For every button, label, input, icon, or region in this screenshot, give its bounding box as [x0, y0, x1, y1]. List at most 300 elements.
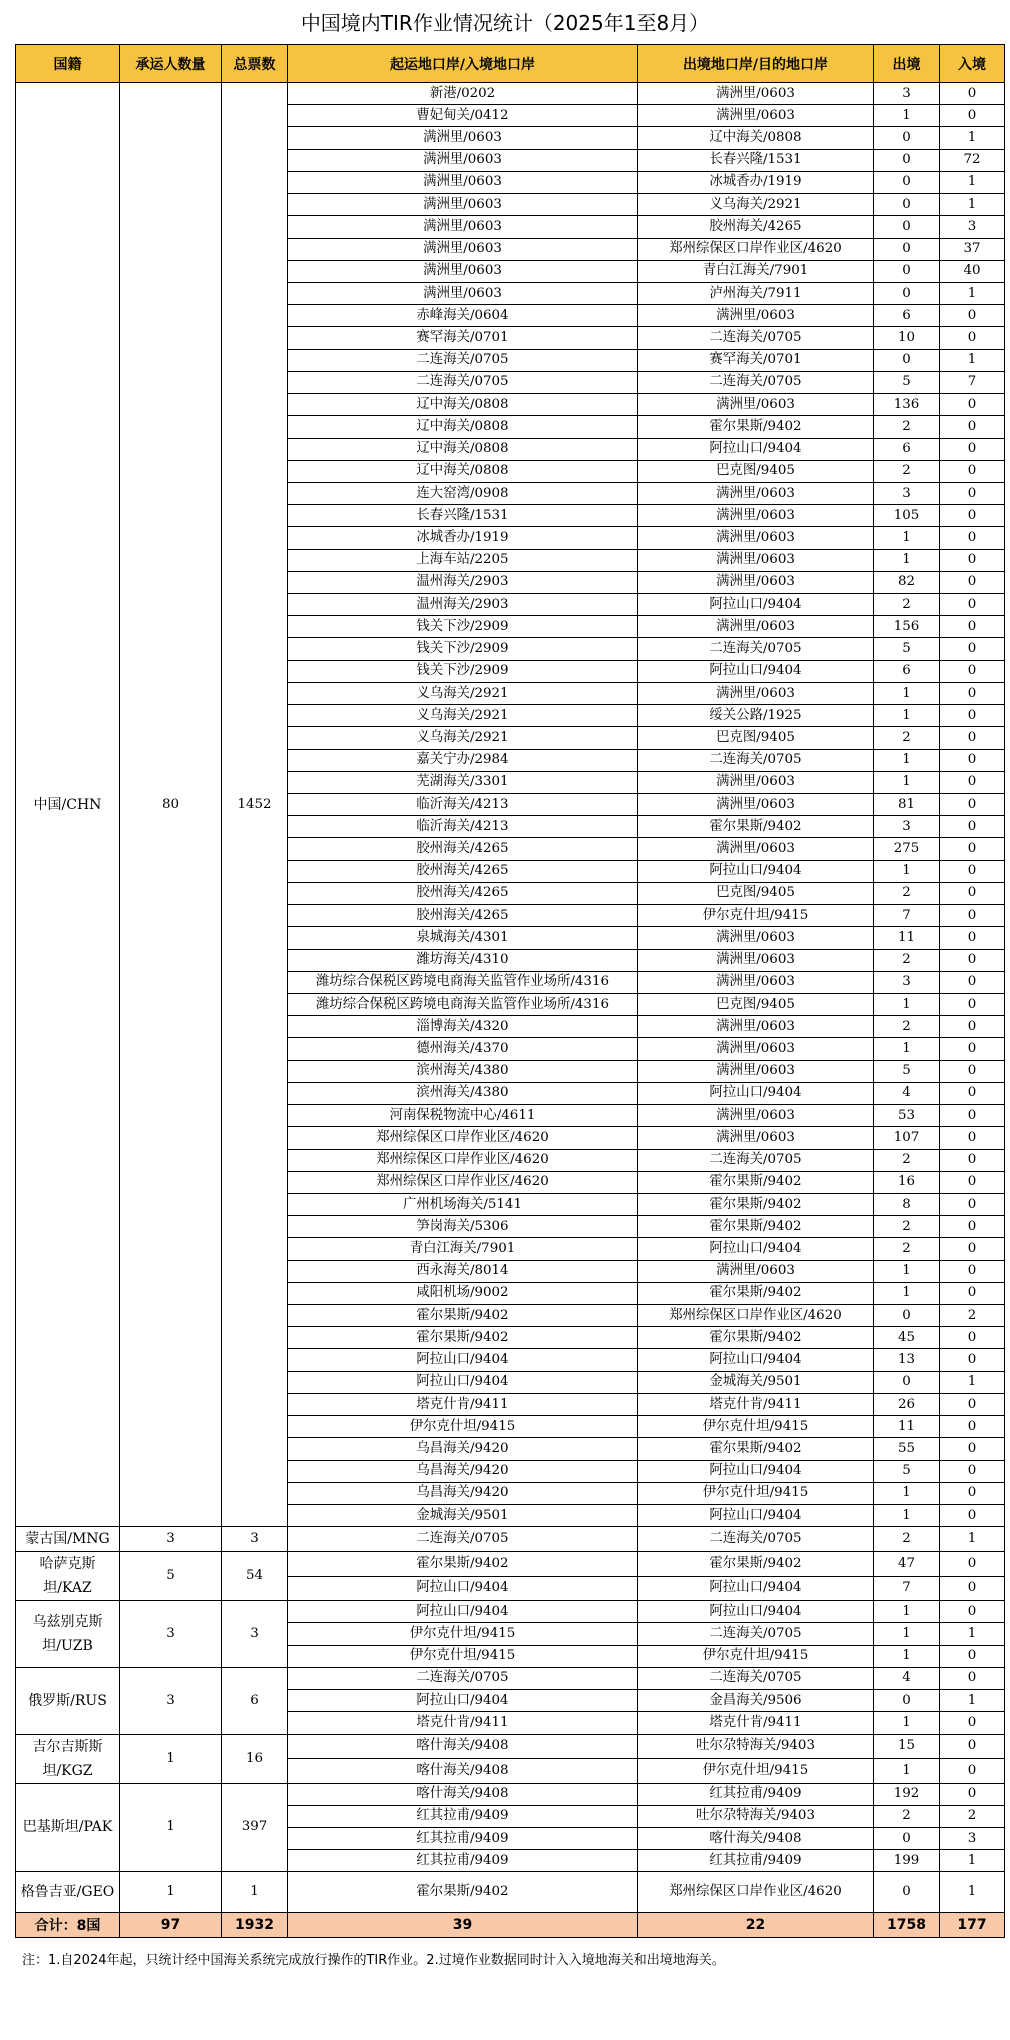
- entry-cell: 0: [940, 105, 1005, 127]
- exit-cell: 0: [874, 127, 940, 149]
- exit-cell: 0: [874, 260, 940, 282]
- exit-cell: 1: [874, 527, 940, 549]
- destination-cell: 郑州综保区口岸作业区/4620: [638, 1305, 874, 1327]
- destination-cell: 胶州海关/4265: [638, 216, 874, 238]
- origin-cell: 乌昌海关/9420: [288, 1438, 638, 1460]
- origin-cell: 河南保税物流中心/4611: [288, 1105, 638, 1127]
- origin-cell: 胶州海关/4265: [288, 882, 638, 904]
- entry-cell: 0: [940, 1712, 1005, 1734]
- origin-cell: 长春兴隆/1531: [288, 505, 638, 527]
- origin-cell: 乌昌海关/9420: [288, 1460, 638, 1482]
- entry-cell: 2: [940, 1805, 1005, 1827]
- exit-cell: 2: [874, 727, 940, 749]
- header-carriers: 承运人数量: [120, 45, 222, 83]
- destination-cell: 满洲里/0603: [638, 505, 874, 527]
- destination-cell: 伊尔克什坦/9415: [638, 1482, 874, 1504]
- destination-cell: 巴克图/9405: [638, 727, 874, 749]
- entry-cell: 0: [940, 1734, 1005, 1759]
- exit-cell: 2: [874, 594, 940, 616]
- destination-cell: 霍尔果斯/9402: [638, 416, 874, 438]
- entry-cell: 1: [940, 282, 1005, 304]
- exit-cell: 199: [874, 1850, 940, 1872]
- exit-cell: 11: [874, 927, 940, 949]
- origin-cell: 辽中海关/0808: [288, 438, 638, 460]
- exit-cell: 16: [874, 1171, 940, 1193]
- destination-cell: 义乌海关/2921: [638, 194, 874, 216]
- entry-cell: 37: [940, 238, 1005, 260]
- total-cell: 16: [222, 1734, 288, 1783]
- tir-statistics-table: [15, 44, 1005, 1938]
- destination-cell: 辽中海关/0808: [638, 127, 874, 149]
- destination-cell: 霍尔果斯/9402: [638, 1438, 874, 1460]
- table-row: [16, 1734, 1005, 1759]
- entry-cell: 0: [940, 1016, 1005, 1038]
- exit-cell: 0: [874, 1690, 940, 1712]
- header-entry: 入境: [940, 45, 1005, 83]
- total-cell: 1: [222, 1872, 288, 1913]
- exit-cell: 0: [874, 149, 940, 171]
- destination-cell: 满洲里/0603: [638, 549, 874, 571]
- entry-cell: 1: [940, 194, 1005, 216]
- total-cell: 1452: [222, 83, 288, 1527]
- exit-cell: 1: [874, 1712, 940, 1734]
- origin-cell: 辽中海关/0808: [288, 416, 638, 438]
- footnote: 注：1.自2024年起，只统计经中国海关系统完成放行操作的TIR作业。2.过境作业数据同时计入入境地海关和出境地海关。: [22, 1953, 725, 1968]
- exit-cell: 1: [874, 705, 940, 727]
- origin-cell: 义乌海关/2921: [288, 682, 638, 704]
- entry-cell: 1: [940, 1690, 1005, 1712]
- exit-cell: 1: [874, 993, 940, 1015]
- exit-cell: 2: [874, 1527, 940, 1552]
- origin-cell: 满洲里/0603: [288, 260, 638, 282]
- entry-cell: 0: [940, 594, 1005, 616]
- carriers-cell: 80: [120, 83, 222, 1527]
- exit-cell: 0: [874, 1827, 940, 1849]
- entry-cell: 0: [940, 971, 1005, 993]
- destination-cell: 吐尔尕特海关/9403: [638, 1805, 874, 1827]
- origin-cell: 泉城海关/4301: [288, 927, 638, 949]
- exit-cell: 2: [874, 416, 940, 438]
- origin-cell: 伊尔克什坦/9415: [288, 1645, 638, 1667]
- destination-cell: 满洲里/0603: [638, 1260, 874, 1282]
- totals-exit: 1758: [874, 1913, 940, 1938]
- origin-cell: 二连海关/0705: [288, 1667, 638, 1689]
- exit-cell: 136: [874, 394, 940, 416]
- destination-cell: 阿拉山口/9404: [638, 1576, 874, 1601]
- origin-cell: 红其拉甫/9409: [288, 1850, 638, 1872]
- entry-cell: 0: [940, 949, 1005, 971]
- carriers-cell: 1: [120, 1734, 222, 1783]
- header-destination: 出境地口岸/目的地口岸: [638, 45, 874, 83]
- origin-cell: 德州海关/4370: [288, 1038, 638, 1060]
- entry-cell: 0: [940, 571, 1005, 593]
- entry-cell: 0: [940, 1349, 1005, 1371]
- destination-cell: 吐尔尕特海关/9403: [638, 1734, 874, 1759]
- exit-cell: 1: [874, 682, 940, 704]
- destination-cell: 巴克图/9405: [638, 882, 874, 904]
- exit-cell: 107: [874, 1127, 940, 1149]
- exit-cell: 0: [874, 238, 940, 260]
- origin-cell: 辽中海关/0808: [288, 460, 638, 482]
- destination-cell: 红其拉甫/9409: [638, 1850, 874, 1872]
- exit-cell: 0: [874, 282, 940, 304]
- header-exit: 出境: [874, 45, 940, 83]
- totals-carriers: 97: [120, 1913, 222, 1938]
- origin-cell: 西永海关/8014: [288, 1260, 638, 1282]
- table-row: [16, 1872, 1005, 1913]
- table-row: [16, 83, 1005, 105]
- origin-cell: 胶州海关/4265: [288, 838, 638, 860]
- origin-cell: 郑州综保区口岸作业区/4620: [288, 1127, 638, 1149]
- table-row: [16, 1527, 1005, 1552]
- origin-cell: 胶州海关/4265: [288, 905, 638, 927]
- totals-label: 合计：8国: [16, 1913, 120, 1938]
- destination-cell: 巴克图/9405: [638, 993, 874, 1015]
- exit-cell: 0: [874, 349, 940, 371]
- destination-cell: 满洲里/0603: [638, 771, 874, 793]
- exit-cell: 81: [874, 794, 940, 816]
- exit-cell: 6: [874, 438, 940, 460]
- exit-cell: 2: [874, 1016, 940, 1038]
- entry-cell: 72: [940, 149, 1005, 171]
- entry-cell: 1: [940, 1623, 1005, 1645]
- destination-cell: 满洲里/0603: [638, 794, 874, 816]
- exit-cell: 3: [874, 482, 940, 504]
- entry-cell: 0: [940, 1416, 1005, 1438]
- exit-cell: 1: [874, 1645, 940, 1667]
- exit-cell: 1: [874, 1038, 940, 1060]
- exit-cell: 1: [874, 105, 940, 127]
- origin-cell: 满洲里/0603: [288, 238, 638, 260]
- destination-cell: 满洲里/0603: [638, 571, 874, 593]
- destination-cell: 郑州综保区口岸作业区/4620: [638, 1872, 874, 1913]
- totals-entry: 177: [940, 1913, 1005, 1938]
- origin-cell: 义乌海关/2921: [288, 705, 638, 727]
- destination-cell: 红其拉甫/9409: [638, 1783, 874, 1805]
- destination-cell: 阿拉山口/9404: [638, 438, 874, 460]
- entry-cell: 0: [940, 394, 1005, 416]
- entry-cell: 0: [940, 416, 1005, 438]
- entry-cell: 1: [940, 1371, 1005, 1393]
- total-cell: 54: [222, 1552, 288, 1601]
- exit-cell: 5: [874, 1460, 940, 1482]
- exit-cell: 13: [874, 1349, 940, 1371]
- entry-cell: 0: [940, 83, 1005, 105]
- exit-cell: 105: [874, 505, 940, 527]
- exit-cell: 1: [874, 771, 940, 793]
- exit-cell: 2: [874, 882, 940, 904]
- origin-cell: 霍尔果斯/9402: [288, 1305, 638, 1327]
- exit-cell: 3: [874, 83, 940, 105]
- destination-cell: 塔克什肯/9411: [638, 1712, 874, 1734]
- origin-cell: 曹妃甸关/0412: [288, 105, 638, 127]
- total-cell: 3: [222, 1601, 288, 1668]
- origin-cell: 满洲里/0603: [288, 127, 638, 149]
- origin-cell: 霍尔果斯/9402: [288, 1872, 638, 1913]
- destination-cell: 霍尔果斯/9402: [638, 1327, 874, 1349]
- destination-cell: 满洲里/0603: [638, 83, 874, 105]
- destination-cell: 绥关公路/1925: [638, 705, 874, 727]
- exit-cell: 1: [874, 1482, 940, 1504]
- entry-cell: 7: [940, 371, 1005, 393]
- origin-cell: 青白江海关/7901: [288, 1238, 638, 1260]
- entry-cell: 0: [940, 1127, 1005, 1149]
- entry-cell: 1: [940, 1872, 1005, 1913]
- exit-cell: 1: [874, 1505, 940, 1527]
- exit-cell: 5: [874, 1060, 940, 1082]
- destination-cell: 满洲里/0603: [638, 616, 874, 638]
- destination-cell: 满洲里/0603: [638, 838, 874, 860]
- destination-cell: 满洲里/0603: [638, 394, 874, 416]
- origin-cell: 赛罕海关/0701: [288, 327, 638, 349]
- entry-cell: 0: [940, 1105, 1005, 1127]
- destination-cell: 满洲里/0603: [638, 1060, 874, 1082]
- exit-cell: 1: [874, 549, 940, 571]
- origin-cell: 满洲里/0603: [288, 194, 638, 216]
- entry-cell: 0: [940, 1171, 1005, 1193]
- entry-cell: 0: [940, 1645, 1005, 1667]
- entry-cell: 0: [940, 727, 1005, 749]
- origin-cell: 喀什海关/9408: [288, 1783, 638, 1805]
- entry-cell: 0: [940, 816, 1005, 838]
- origin-cell: 红其拉甫/9409: [288, 1805, 638, 1827]
- origin-cell: 郑州综保区口岸作业区/4620: [288, 1171, 638, 1193]
- entry-cell: 0: [940, 794, 1005, 816]
- origin-cell: 喀什海关/9408: [288, 1734, 638, 1759]
- entry-cell: 0: [940, 1438, 1005, 1460]
- origin-cell: 满洲里/0603: [288, 216, 638, 238]
- entry-cell: 0: [940, 1082, 1005, 1104]
- total-cell: 6: [222, 1667, 288, 1734]
- destination-cell: 二连海关/0705: [638, 371, 874, 393]
- country-cell: 吉尔吉斯斯坦/KGZ: [16, 1734, 120, 1783]
- origin-cell: 淄博海关/4320: [288, 1016, 638, 1038]
- entry-cell: 0: [940, 460, 1005, 482]
- origin-cell: 塔克什肯/9411: [288, 1393, 638, 1415]
- origin-cell: 新港/0202: [288, 83, 638, 105]
- entry-cell: 0: [940, 482, 1005, 504]
- exit-cell: 2: [874, 1149, 940, 1171]
- destination-cell: 霍尔果斯/9402: [638, 1282, 874, 1304]
- origin-cell: 霍尔果斯/9402: [288, 1327, 638, 1349]
- exit-cell: 55: [874, 1438, 940, 1460]
- entry-cell: 0: [940, 438, 1005, 460]
- entry-cell: 0: [940, 616, 1005, 638]
- destination-cell: 满洲里/0603: [638, 682, 874, 704]
- entry-cell: 0: [940, 1667, 1005, 1689]
- origin-cell: 阿拉山口/9404: [288, 1601, 638, 1623]
- origin-cell: 广州机场海关/5141: [288, 1193, 638, 1215]
- entry-cell: 0: [940, 1038, 1005, 1060]
- entry-cell: 0: [940, 838, 1005, 860]
- exit-cell: 0: [874, 1371, 940, 1393]
- header-country: 国籍: [16, 45, 120, 83]
- origin-cell: 阿拉山口/9404: [288, 1690, 638, 1712]
- entry-cell: 1: [940, 1527, 1005, 1552]
- totals-total: 1932: [222, 1913, 288, 1938]
- country-cell: 中国/CHN: [16, 83, 120, 1527]
- country-cell: 格鲁吉亚/GEO: [16, 1872, 120, 1913]
- destination-cell: 满洲里/0603: [638, 1016, 874, 1038]
- destination-cell: 阿拉山口/9404: [638, 1505, 874, 1527]
- origin-cell: 嘉关宁办/2984: [288, 749, 638, 771]
- entry-cell: 0: [940, 1393, 1005, 1415]
- exit-cell: 1: [874, 749, 940, 771]
- exit-cell: 3: [874, 816, 940, 838]
- origin-cell: 上海车站/2205: [288, 549, 638, 571]
- origin-cell: 二连海关/0705: [288, 371, 638, 393]
- exit-cell: 5: [874, 638, 940, 660]
- origin-cell: 满洲里/0603: [288, 149, 638, 171]
- country-cell: 俄罗斯/RUS: [16, 1667, 120, 1734]
- exit-cell: 1: [874, 1260, 940, 1282]
- destination-cell: 阿拉山口/9404: [638, 594, 874, 616]
- destination-cell: 满洲里/0603: [638, 105, 874, 127]
- destination-cell: 满洲里/0603: [638, 305, 874, 327]
- exit-cell: 0: [874, 216, 940, 238]
- destination-cell: 青白江海关/7901: [638, 260, 874, 282]
- entry-cell: 0: [940, 993, 1005, 1015]
- entry-cell: 0: [940, 1216, 1005, 1238]
- destination-cell: 塔克什肯/9411: [638, 1393, 874, 1415]
- country-cell: 巴基斯坦/PAK: [16, 1783, 120, 1872]
- destination-cell: 阿拉山口/9404: [638, 1349, 874, 1371]
- header-total: 总票数: [222, 45, 288, 83]
- exit-cell: 275: [874, 838, 940, 860]
- exit-cell: 47: [874, 1552, 940, 1577]
- origin-cell: 义乌海关/2921: [288, 727, 638, 749]
- origin-cell: 赤峰海关/0604: [288, 305, 638, 327]
- table-row: [16, 1783, 1005, 1805]
- entry-cell: 1: [940, 1850, 1005, 1872]
- destination-cell: 二连海关/0705: [638, 1623, 874, 1645]
- destination-cell: 霍尔果斯/9402: [638, 1216, 874, 1238]
- exit-cell: 4: [874, 1082, 940, 1104]
- origin-cell: 芜湖海关/3301: [288, 771, 638, 793]
- entry-cell: 0: [940, 660, 1005, 682]
- destination-cell: 泸州海关/7911: [638, 282, 874, 304]
- destination-cell: 满洲里/0603: [638, 527, 874, 549]
- entry-cell: 0: [940, 1460, 1005, 1482]
- exit-cell: 45: [874, 1327, 940, 1349]
- origin-cell: 伊尔克什坦/9415: [288, 1416, 638, 1438]
- exit-cell: 2: [874, 460, 940, 482]
- destination-cell: 赛罕海关/0701: [638, 349, 874, 371]
- exit-cell: 0: [874, 1872, 940, 1913]
- destination-cell: 霍尔果斯/9402: [638, 816, 874, 838]
- destination-cell: 阿拉山口/9404: [638, 660, 874, 682]
- entry-cell: 0: [940, 638, 1005, 660]
- destination-cell: 二连海关/0705: [638, 638, 874, 660]
- destination-cell: 二连海关/0705: [638, 1667, 874, 1689]
- total-cell: 3: [222, 1527, 288, 1552]
- carriers-cell: 1: [120, 1783, 222, 1872]
- exit-cell: 2: [874, 1238, 940, 1260]
- carriers-cell: 3: [120, 1527, 222, 1552]
- destination-cell: 伊尔克什坦/9415: [638, 905, 874, 927]
- origin-cell: 红其拉甫/9409: [288, 1827, 638, 1849]
- exit-cell: 26: [874, 1393, 940, 1415]
- exit-cell: 53: [874, 1105, 940, 1127]
- origin-cell: 喀什海关/9408: [288, 1759, 638, 1784]
- origin-cell: 郑州综保区口岸作业区/4620: [288, 1149, 638, 1171]
- destination-cell: 霍尔果斯/9402: [638, 1193, 874, 1215]
- exit-cell: 1: [874, 1759, 940, 1784]
- totals-destination: 22: [638, 1913, 874, 1938]
- entry-cell: 0: [940, 1282, 1005, 1304]
- exit-cell: 7: [874, 905, 940, 927]
- destination-cell: 二连海关/0705: [638, 1149, 874, 1171]
- destination-cell: 满洲里/0603: [638, 1038, 874, 1060]
- entry-cell: 0: [940, 1238, 1005, 1260]
- country-cell: 蒙古国/MNG: [16, 1527, 120, 1552]
- table-row: [16, 1552, 1005, 1577]
- exit-cell: 2: [874, 1216, 940, 1238]
- destination-cell: 伊尔克什坦/9415: [638, 1416, 874, 1438]
- entry-cell: 0: [940, 527, 1005, 549]
- entry-cell: 0: [940, 549, 1005, 571]
- destination-cell: 霍尔果斯/9402: [638, 1552, 874, 1577]
- exit-cell: 1: [874, 1282, 940, 1304]
- entry-cell: 0: [940, 860, 1005, 882]
- destination-cell: 巴克图/9405: [638, 460, 874, 482]
- entry-cell: 0: [940, 771, 1005, 793]
- destination-cell: 郑州综保区口岸作业区/4620: [638, 238, 874, 260]
- destination-cell: 满洲里/0603: [638, 971, 874, 993]
- destination-cell: 阿拉山口/9404: [638, 860, 874, 882]
- origin-cell: 辽中海关/0808: [288, 394, 638, 416]
- totals-origin: 39: [288, 1913, 638, 1938]
- origin-cell: 阿拉山口/9404: [288, 1576, 638, 1601]
- table-row: [16, 1667, 1005, 1689]
- entry-cell: 40: [940, 260, 1005, 282]
- destination-cell: 二连海关/0705: [638, 749, 874, 771]
- origin-cell: 乌昌海关/9420: [288, 1482, 638, 1504]
- origin-cell: 塔克什肯/9411: [288, 1712, 638, 1734]
- entry-cell: 0: [940, 749, 1005, 771]
- entry-cell: 0: [940, 1327, 1005, 1349]
- entry-cell: 3: [940, 216, 1005, 238]
- destination-cell: 阿拉山口/9404: [638, 1082, 874, 1104]
- destination-cell: 霍尔果斯/9402: [638, 1171, 874, 1193]
- table-body: [16, 83, 1005, 1913]
- entry-cell: 0: [940, 1505, 1005, 1527]
- entry-cell: 0: [940, 1149, 1005, 1171]
- destination-cell: 满洲里/0603: [638, 1127, 874, 1149]
- origin-cell: 潍坊综合保税区跨境电商海关监管作业场所/4316: [288, 993, 638, 1015]
- origin-cell: 伊尔克什坦/9415: [288, 1623, 638, 1645]
- exit-cell: 3: [874, 971, 940, 993]
- exit-cell: 1: [874, 860, 940, 882]
- exit-cell: 2: [874, 1805, 940, 1827]
- entry-cell: 0: [940, 882, 1005, 904]
- exit-cell: 1: [874, 1601, 940, 1623]
- exit-cell: 6: [874, 660, 940, 682]
- origin-cell: 滨州海关/4380: [288, 1060, 638, 1082]
- entry-cell: 0: [940, 905, 1005, 927]
- destination-cell: 二连海关/0705: [638, 1527, 874, 1552]
- totals-row: [16, 1913, 1005, 1938]
- destination-cell: 伊尔克什坦/9415: [638, 1645, 874, 1667]
- carriers-cell: 1: [120, 1872, 222, 1913]
- origin-cell: 滨州海关/4380: [288, 1082, 638, 1104]
- destination-cell: 满洲里/0603: [638, 949, 874, 971]
- destination-cell: 阿拉山口/9404: [638, 1601, 874, 1623]
- exit-cell: 1: [874, 1623, 940, 1645]
- exit-cell: 10: [874, 327, 940, 349]
- exit-cell: 156: [874, 616, 940, 638]
- entry-cell: 1: [940, 171, 1005, 193]
